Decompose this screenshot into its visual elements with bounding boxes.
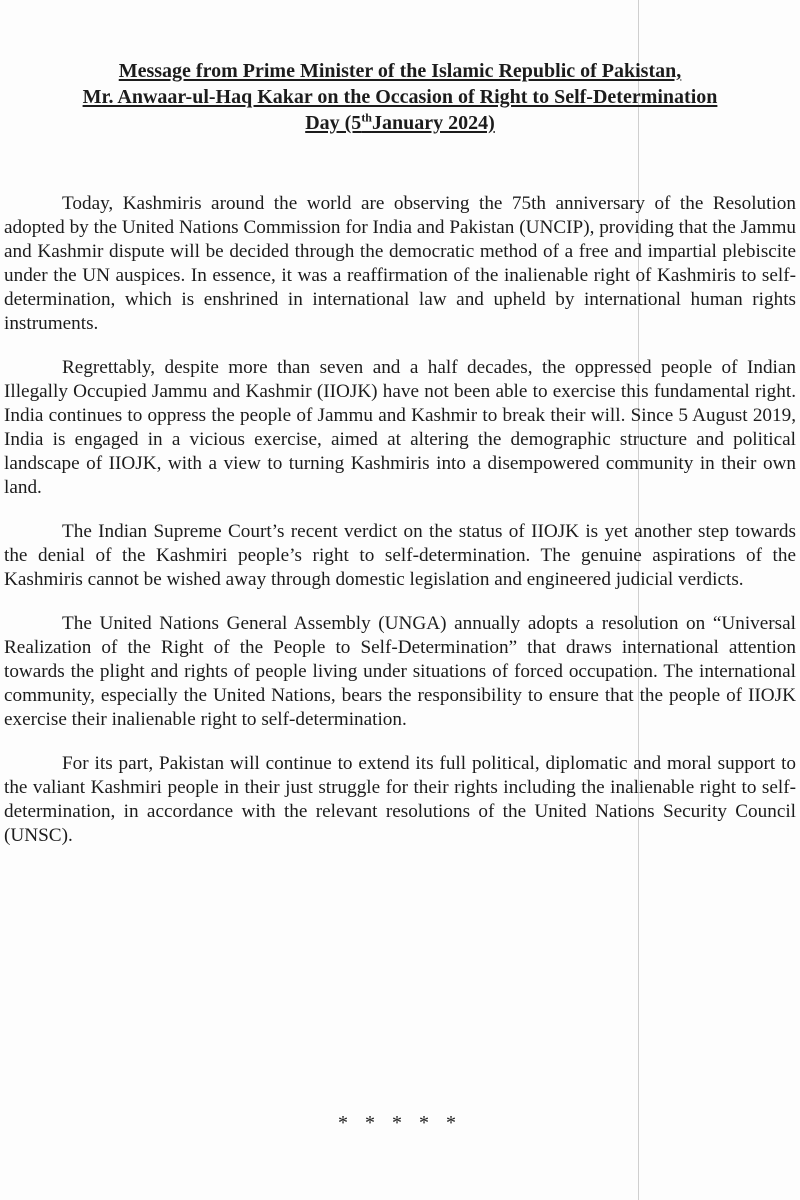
paragraph-2: Regrettably, despite more than seven and a half decades, the oppressed people of Indian Illegally Occupied Jammu and Kashmir (IIOJK) have not been able to exercise this fundamental right. India continues to oppress the people of Jammu and Kashmir to break their will. Since 5 August 2019, India is engaged in a vicious exercise, aimed at altering the demographic structure and political landscape of IIOJK, with a view to turning Kashmiris into a disempowered community in their own land. bbox=[4, 357, 796, 498]
closing-asterisks: * * * * * bbox=[338, 1112, 462, 1134]
title-line-3-suffix: January 2024) bbox=[371, 112, 495, 134]
document-title bbox=[20, 58, 780, 136]
paragraph-4: The United Nations General Assembly (UNGA) annually adopts a resolution on “Universal Realization of the Right of the People to Self-Determination” that draws international attention towards the plight and rights of people living under situations of forced occupation. The international community, especially the United Nations, bears the responsibility to ensure that the people of IIOJK exercise their inalienable right to self-determination. bbox=[4, 613, 796, 730]
title-date-superscript: th bbox=[361, 110, 372, 125]
message-body bbox=[4, 192, 796, 868]
paragraph-3: The Indian Supreme Court’s recent verdict on the status of IIOJK is yet another step towards the denial of the Kashmiri people’s right to self-determination. The genuine aspirations of the Kashmiris cannot be wished away through domestic legislation and engineered judicial verdicts. bbox=[4, 521, 796, 590]
title-line-1: Message from Prime Minister of the Islamic Republic of Pakistan, bbox=[118, 60, 682, 82]
title-line-3-prefix: Day (5 bbox=[305, 112, 362, 134]
title-line-3 bbox=[305, 112, 495, 134]
paragraph-1: Today, Kashmiris around the world are observing the 75th anniversary of the Resolution adopted by the United Nations Commission for India and Pakistan (UNCIP), providing that the Jammu and Kashmir dispute will be decided through the democratic method of a free and impartial plebiscite under the UN auspices. In essence, it was a reaffirmation of the inalienable right of Kashmiris to self-determination, which is enshrined in international law and upheld by international human rights instruments. bbox=[4, 193, 796, 334]
paragraph-5: For its part, Pakistan will continue to extend its full political, diplomatic and moral support to the valiant Kashmiri people in their just struggle for their rights including the inalienable right to self-determination, in accordance with the relevant resolutions of the United Nations Security Council (UNSC). bbox=[4, 753, 796, 846]
title-line-2: Mr. Anwaar-ul-Haq Kakar on the Occasion of Right to Self-Determination bbox=[82, 86, 718, 108]
